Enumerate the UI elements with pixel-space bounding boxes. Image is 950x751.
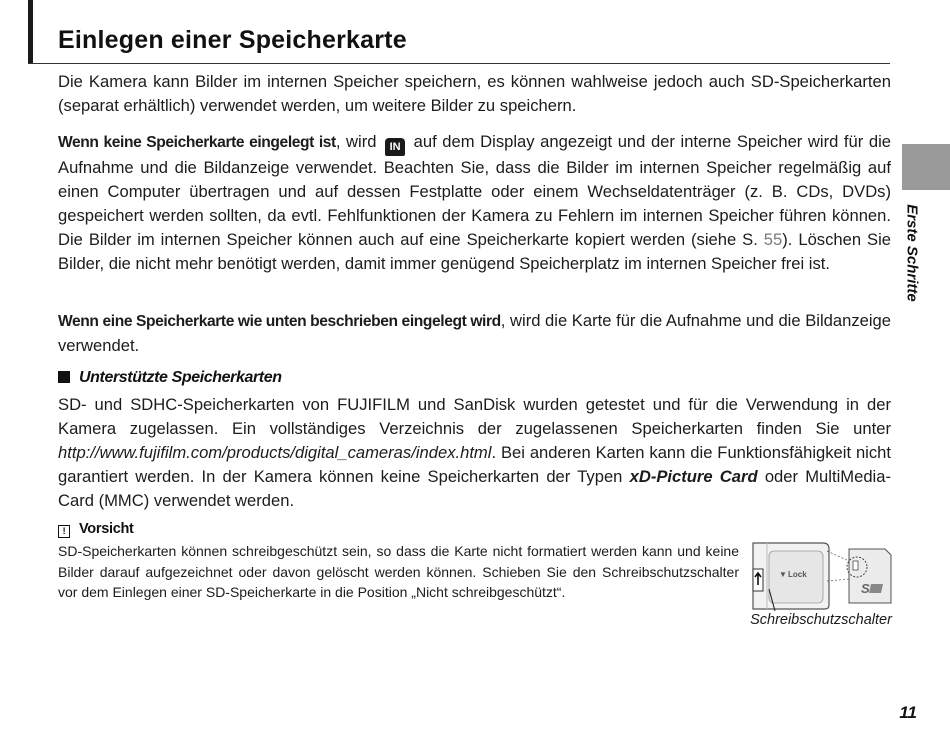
card-inserted-paragraph <box>58 309 891 358</box>
internal-memory-icon: IN <box>385 138 405 156</box>
page-number: 11 <box>899 703 917 722</box>
supported-cards-paragraph <box>58 393 891 513</box>
caution-text: SD-Speicherkarten können schreibgeschützt sein, so dass die Karte nicht formatiert werden kann und keine Bilder darauf aufgezeichnet oder davon gelöscht werden können. Schieben Sie den Schreibschutzschalter vor dem Einlegen einer SD-Speicherkarte in die Position „Nicht schreibgeschützt“. <box>58 543 739 600</box>
caution-heading <box>58 521 134 538</box>
intro-paragraph: Die Kamera kann Bilder im internen Speicher speichern, es können wahlweise jedoch auch SD-Speicherkarten (separat erhältlich) verwendet werden, um weitere Bilder zu speichern. <box>58 72 891 115</box>
supported-cards-heading <box>58 369 282 387</box>
page-reference-link[interactable]: 55 <box>763 230 783 249</box>
title-rule <box>28 63 890 64</box>
no-card-paragraph <box>58 130 891 276</box>
fujifilm-url-link[interactable]: http://www.fujifilm.com/products/digital_cameras/index.html <box>58 443 492 462</box>
chapter-side-label: Erste Schritte <box>903 204 921 302</box>
sd-card-illustration <box>745 541 895 611</box>
card-inserted-text: , wird die Karte für die Aufnahme und die Bildanzeige verwendet. <box>58 311 891 355</box>
caution-icon: ! <box>58 525 70 538</box>
supported-text-3: oder MultiMedia-Card (MMC) verwendet werden. <box>58 467 891 510</box>
svg-text:▼: ▼ <box>779 570 787 579</box>
supported-text-2: . Bei anderen Karten kann die Funktionsfähigkeit nicht garantiert werden. In der Kamera können keine Speicherkarten der Typen <box>58 443 891 486</box>
no-card-text-c: ). Löschen Sie Bilder, die nicht mehr benötigt werden, damit immer genügend Speicherplatz im internen Speicher frei ist. <box>58 230 891 273</box>
card-inserted-lead: Wenn eine Speicherkarte wie unten beschrieben eingelegt wird <box>58 313 501 330</box>
svg-text:S: S <box>861 581 870 596</box>
page-title: Einlegen einer Speicherkarte <box>58 26 407 54</box>
supported-heading-text: Unterstützte Speicherkarten <box>79 369 282 386</box>
no-card-lead: Wenn keine Speicherkarte eingelegt ist <box>58 134 336 151</box>
sd-illustration-caption: Schreibschutzschalter <box>750 612 892 628</box>
supported-text-1: SD- und SDHC-Speicherkarten von FUJIFILM und SanDisk wurden getestet und für die Verwendung in der Kamera zugelassen. Ein vollständiges Verzeichnis der zugelassenen Speicherkarten finden Sie unter <box>58 395 891 438</box>
heading-bar <box>28 0 33 64</box>
no-card-text-a: , wird <box>335 132 377 151</box>
no-card-text-b: auf dem Display angezeigt und der interne Speicher wird für die Aufnahme und die Bildanzeige verwendet. Beachten Sie, dass die Bilder im internen Speicher regelmäßig auf einen Computer übertragen und auf dessen Festplatte oder einem Wechseldatenträger (z. B. CDs, DVDs) gespeichert werden sollten, da evtl. Fehlfunktionen der Kamera zu Fehlern im internen Speicher führen können. Die Bilder im internen Speicher können auch auf eine Speicherkarte kopiert werden (siehe S. <box>58 132 891 249</box>
lock-label: Lock <box>788 570 807 579</box>
xd-card-label: xD-Picture Card <box>629 467 758 486</box>
bullet-square-icon <box>58 371 70 383</box>
caution-heading-text: Vorsicht <box>79 521 134 537</box>
chapter-tab-marker <box>902 144 950 190</box>
